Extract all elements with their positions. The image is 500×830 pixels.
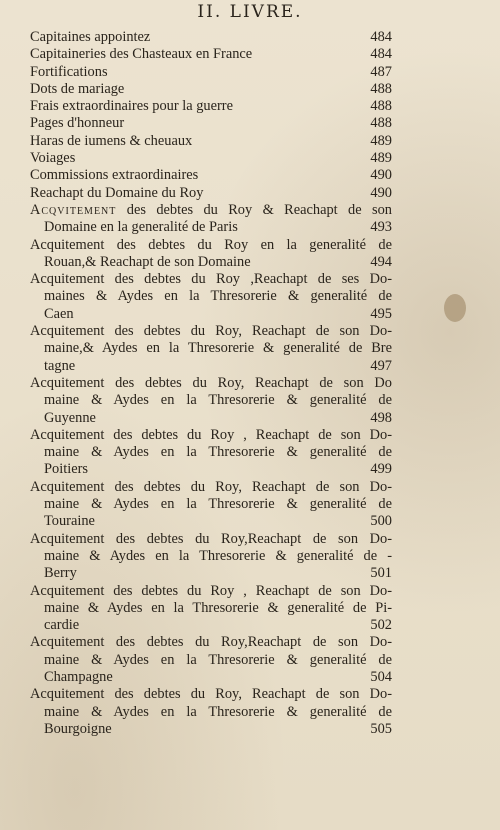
paper-stain	[444, 294, 466, 322]
toc-entry-page: 488	[370, 80, 392, 97]
toc-entry-title: Dots de mariage	[30, 80, 125, 97]
toc-entry-line: Domaine en la generalité de Paris	[44, 219, 238, 236]
toc-entry-page: 500	[370, 513, 392, 530]
toc-entry-line: Acqvitement des debtes du Roy & Reachapt de son	[30, 201, 392, 218]
toc-entry-page: 494	[370, 253, 392, 270]
toc-entry-page: 497	[370, 357, 392, 374]
toc-entry-line: maine & Aydes en la Thresorerie & generalité de	[44, 496, 392, 513]
toc-entry-line: maine,& Aydes en la Thresorerie & generalité de Bre	[44, 340, 392, 357]
toc-entry-page: 493	[370, 219, 392, 236]
toc-entry	[30, 81, 392, 98]
toc-entry	[30, 185, 392, 202]
toc-entry	[30, 531, 392, 583]
toc-entry-title: Capitaineries des Chasteaux en France	[30, 46, 253, 63]
toc-entry-title: Commissions extraordinaires	[30, 167, 199, 184]
toc-entry-page: 498	[370, 409, 392, 426]
toc-entry-line: Acquitement des debtes du Roy, Reachapt de son Do-	[30, 686, 392, 703]
toc-entry-line: cardie	[44, 617, 80, 634]
toc-entry-line: maine & Aydes en la Thresorerie & generalité de	[44, 703, 392, 720]
toc-entry	[30, 98, 392, 115]
toc-entry-lead: Acqvitement	[30, 201, 117, 218]
toc-entry-line: maine & Aydes en la Thresorerie & generalité de	[44, 651, 392, 668]
toc-entry	[30, 64, 392, 81]
toc-entry	[30, 167, 392, 184]
toc-entry-title: Reachapt du Domaine du Roy	[30, 184, 204, 201]
toc-entry	[30, 479, 392, 531]
toc-entry-line: Acquitement des debtes du Roy, Reachapt de son Do-	[30, 478, 392, 495]
toc-entry-line: maines & Aydes en la Thresorerie & generalité de	[44, 288, 392, 305]
toc-entry-page: 488	[370, 98, 392, 115]
toc-entry-line: Poitiers	[44, 461, 88, 478]
toc-entry-page: 501	[370, 565, 392, 582]
toc-entry-line: Acquitement des debtes du Roy, Reachapt de son Do-	[30, 323, 392, 340]
toc-entry	[30, 271, 392, 323]
toc-entry	[30, 46, 392, 63]
toc-entry	[30, 634, 392, 686]
toc-entry-title: Fortifications	[30, 63, 108, 80]
toc-entry-line: Acquitement des debtes du Roy , Reachapt de son Do-	[30, 426, 392, 443]
toc-entry-page: 488	[370, 115, 392, 132]
toc-entry-line: Acquitement des debtes du Roy,Reachapt de son Do-	[30, 634, 392, 651]
toc-entry-page: 499	[370, 461, 392, 478]
toc-entry	[30, 115, 392, 132]
toc-entry-line: maine & Aydes en la Thresorerie & generalité de	[44, 392, 392, 409]
toc-entry-line: Bourgoigne	[44, 720, 112, 737]
toc-entry-page: 484	[370, 46, 392, 63]
toc-entry-line: Acquitement des debtes du Roy, Reachapt de son Do	[30, 374, 392, 391]
toc-entry-page: 489	[370, 150, 392, 167]
toc-entry	[30, 202, 392, 237]
toc-entry-line: maine & Aydes en la Thresorerie & generalité de Pi-	[44, 599, 392, 616]
toc-entry-line: Caen	[44, 305, 74, 322]
toc-entry	[30, 237, 392, 272]
toc-entry-page: 504	[370, 668, 392, 685]
toc-entry-line: maine & Aydes en la Thresorerie & generalité de	[44, 444, 392, 461]
toc-entry-line: tagne	[44, 357, 76, 374]
toc-entry	[30, 375, 392, 427]
toc-entry	[30, 150, 392, 167]
toc-entry-line: Rouan,& Reachapt de son Domaine	[44, 253, 251, 270]
toc-entry-line: Berry	[44, 565, 77, 582]
toc-entry	[30, 133, 392, 150]
toc-entry-title: Pages d'honneur	[30, 115, 125, 132]
toc-entry-line: Champagne	[44, 668, 113, 685]
toc-entry	[30, 29, 392, 46]
toc-entry-page: 502	[370, 617, 392, 634]
toc-entry-page: 489	[370, 132, 392, 149]
toc-entry-line: maine & Aydes en la Thresorerie & generalité de -	[44, 547, 392, 564]
running-head: II. LIVRE.	[197, 2, 303, 22]
toc-entry-page: 487	[370, 63, 392, 80]
toc-entry	[30, 323, 392, 375]
toc-entry-page: 490	[370, 167, 392, 184]
toc-entry	[30, 686, 392, 738]
toc-entry-line: Acquitement des debtes du Roy en la generalité de	[30, 236, 392, 253]
table-of-contents	[30, 29, 392, 738]
toc-entry	[30, 583, 392, 635]
toc-entry-line: Acquitement des debtes du Roy ,Reachapt de ses Do-	[30, 271, 392, 288]
toc-entry-line: Acquitement des debtes du Roy,Reachapt de son Do-	[30, 530, 392, 547]
toc-entry-page: 505	[370, 720, 392, 737]
toc-entry-title: Haras de iumens & cheuaux	[30, 132, 193, 149]
toc-entry-page: 490	[370, 184, 392, 201]
toc-entry-title: Capitaines appointez	[30, 29, 151, 45]
toc-entry-page: 484	[370, 29, 392, 45]
toc-entry-line: Touraine	[44, 513, 95, 530]
toc-entry	[30, 427, 392, 479]
toc-entry-title: Voiages	[30, 150, 76, 167]
toc-entry-title: Frais extraordinaires pour la guerre	[30, 98, 233, 115]
toc-entry-line: Acquitement des debtes du Roy , Reachapt de son Do-	[30, 582, 392, 599]
toc-entry-line: Guyenne	[44, 409, 96, 426]
toc-entry-page: 495	[370, 305, 392, 322]
